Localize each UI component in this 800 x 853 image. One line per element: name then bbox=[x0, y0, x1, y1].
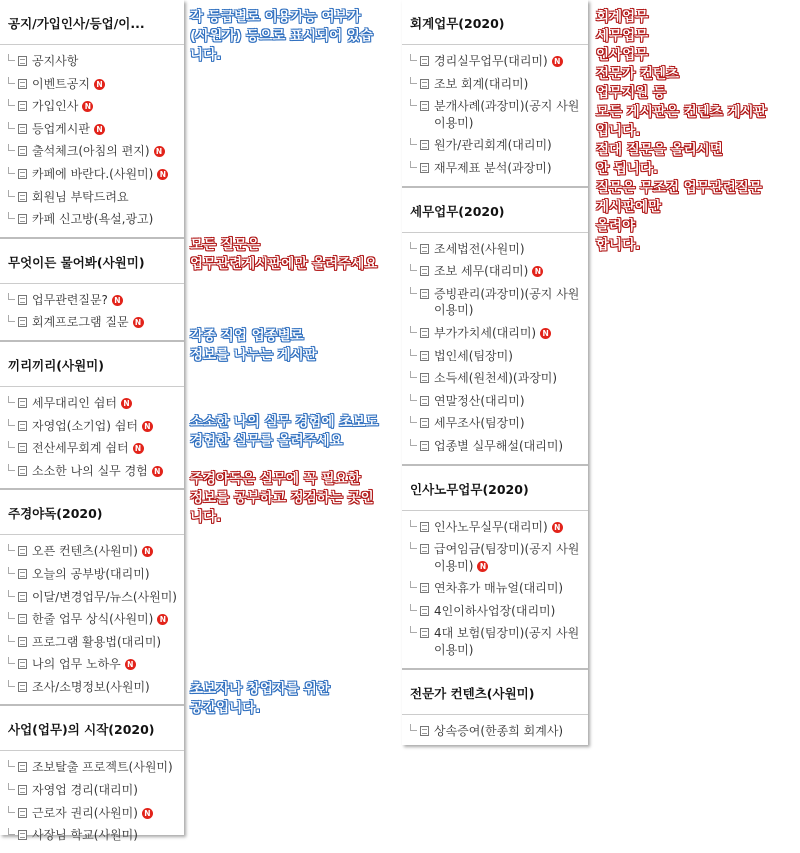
menu-item-label: 부가가치세(대리미) bbox=[434, 325, 537, 340]
menu-list bbox=[0, 535, 184, 704]
annotation-line: 각 등급별로 이용가능 여부가 bbox=[190, 9, 361, 25]
board-document-icon bbox=[18, 124, 27, 134]
menu-item-label: 출석체크(아침의 편지) bbox=[32, 144, 150, 159]
menu-item-label: 법인세(팀장미) bbox=[434, 348, 513, 363]
board-document-icon bbox=[18, 682, 27, 692]
annotation-line: 정보를 나누는 게시판 bbox=[190, 347, 317, 363]
tree-branch-icon bbox=[410, 439, 417, 446]
menu-item-label: 회계프로그램 질문 bbox=[32, 315, 129, 330]
tree-branch-icon bbox=[410, 287, 417, 294]
menu-list bbox=[402, 511, 588, 668]
menu-item[interactable] bbox=[0, 392, 184, 415]
section-title[interactable]: 사업(업무)의 시작(2020) bbox=[0, 706, 184, 751]
menu-item-label: 업종별 실무해설(대리미) bbox=[434, 438, 564, 453]
board-document-icon bbox=[18, 637, 27, 647]
menu-item-label: 분개사례(과장미)(공지 사원 이용미) bbox=[434, 99, 580, 130]
menu-item-label: 이달/변경업무/뉴스(사원미) bbox=[32, 589, 177, 604]
annotation-line: 안 됩니다. bbox=[596, 161, 658, 177]
board-document-icon bbox=[18, 146, 27, 156]
menu-item[interactable] bbox=[402, 238, 588, 261]
board-document-icon bbox=[18, 443, 27, 453]
annotation-line: 인사업무 bbox=[596, 47, 649, 63]
menu-item[interactable] bbox=[402, 157, 588, 180]
annotation-line: 소소한 나의 실무 경험에 초보도 bbox=[190, 414, 379, 430]
menu-item[interactable] bbox=[0, 50, 184, 73]
new-badge: N bbox=[125, 659, 136, 670]
menu-section bbox=[0, 706, 184, 852]
board-document-icon bbox=[420, 56, 429, 66]
menu-section bbox=[0, 0, 184, 239]
board-document-icon bbox=[420, 544, 429, 554]
new-badge: N bbox=[552, 522, 563, 533]
tree-branch-icon bbox=[8, 612, 15, 619]
menu-item-label: 소득세(원천세)(과장미) bbox=[434, 371, 558, 386]
board-document-icon bbox=[420, 726, 429, 736]
menu-section bbox=[0, 239, 184, 342]
menu-item-label: 오픈 컨텐츠(사원미) bbox=[32, 544, 138, 559]
menu-list bbox=[402, 45, 588, 186]
tree-branch-icon bbox=[8, 54, 15, 61]
board-document-icon bbox=[18, 214, 27, 224]
menu-item[interactable] bbox=[0, 140, 184, 163]
tree-branch-icon bbox=[410, 242, 417, 249]
new-badge: N bbox=[142, 808, 153, 819]
section-title[interactable]: 무엇이든 물어봐(사원미) bbox=[0, 239, 184, 284]
menu-item-label: 한줄 업무 상식(사원미) bbox=[32, 612, 154, 627]
menu-item-label: 카페에 바란다.(사원미) bbox=[32, 166, 154, 181]
board-document-icon bbox=[420, 79, 429, 89]
menu-list bbox=[402, 233, 588, 464]
annotation-content-boards bbox=[596, 8, 767, 255]
menu-section bbox=[402, 670, 588, 749]
menu-item-label: 오늘의 공부방(대리미) bbox=[32, 566, 150, 581]
menu-item[interactable] bbox=[402, 95, 588, 134]
tree-branch-icon bbox=[410, 349, 417, 356]
annotation-line: 업무관련게시판에만 올려주세요 bbox=[190, 256, 378, 272]
board-document-icon bbox=[18, 192, 27, 202]
menu-item-label: 세무대리인 쉼터 bbox=[32, 395, 117, 410]
menu-item[interactable] bbox=[0, 186, 184, 209]
new-badge: N bbox=[532, 266, 543, 277]
board-document-icon bbox=[18, 808, 27, 818]
menu-item[interactable] bbox=[0, 802, 184, 825]
annotation-line: 세무업무 bbox=[596, 28, 649, 44]
tree-branch-icon bbox=[8, 635, 15, 642]
annotation-experience-board bbox=[190, 413, 378, 451]
board-document-icon bbox=[18, 169, 27, 179]
tree-branch-icon bbox=[8, 828, 15, 835]
tree-branch-icon bbox=[410, 138, 417, 145]
menu-item[interactable] bbox=[0, 95, 184, 118]
tree-branch-icon bbox=[8, 77, 15, 84]
annotation-line: 입니다. bbox=[596, 123, 641, 139]
new-badge: N bbox=[154, 146, 165, 157]
board-document-icon bbox=[420, 101, 429, 111]
menu-item-label: 급여임금(팀장미)(공지 사원 이용미) bbox=[434, 542, 580, 573]
menu-section bbox=[402, 466, 588, 670]
annotation-line: 게시판에만 bbox=[596, 199, 662, 215]
menu-item-label: 연차휴가 매뉴얼(대리미) bbox=[434, 581, 564, 596]
menu-item[interactable] bbox=[0, 631, 184, 654]
tree-branch-icon bbox=[410, 326, 417, 333]
menu-section bbox=[402, 0, 588, 188]
tree-branch-icon bbox=[410, 416, 417, 423]
tree-branch-icon bbox=[410, 520, 417, 527]
section-title[interactable]: 회계업무(2020) bbox=[402, 0, 588, 45]
tree-branch-icon bbox=[8, 396, 15, 403]
menu-item-label: 회원님 부탁드려요 bbox=[32, 189, 129, 204]
tree-branch-icon bbox=[410, 542, 417, 549]
board-document-icon bbox=[420, 522, 429, 532]
menu-item[interactable] bbox=[0, 118, 184, 141]
tree-branch-icon bbox=[8, 144, 15, 151]
new-badge: N bbox=[94, 124, 105, 135]
board-document-icon bbox=[18, 762, 27, 772]
menu-item-label: 조사/소명정보(사원미) bbox=[32, 679, 150, 694]
tree-branch-icon bbox=[8, 293, 15, 300]
new-badge: N bbox=[152, 466, 163, 477]
annotation-line: 전문가 컨텐츠 bbox=[596, 66, 679, 82]
tree-branch-icon bbox=[410, 371, 417, 378]
board-document-icon bbox=[18, 592, 27, 602]
board-document-icon bbox=[18, 421, 27, 431]
tree-branch-icon bbox=[410, 77, 417, 84]
left-menu-column bbox=[0, 0, 184, 843]
board-document-icon bbox=[420, 289, 429, 299]
annotation-line: (사원가) 등으로 표시되어 있습 bbox=[190, 28, 373, 44]
new-badge: N bbox=[94, 79, 105, 90]
board-document-icon bbox=[420, 418, 429, 428]
new-badge: N bbox=[552, 56, 563, 67]
menu-item-label: 원가/관리회계(대리미) bbox=[434, 138, 552, 153]
menu-item-label: 4인이하사업장(대리미) bbox=[434, 603, 556, 618]
annotation-line: 주경야독은 실무에 꼭 필요한 bbox=[190, 471, 361, 487]
menu-item-label: 프로그램 활용법(대리미) bbox=[32, 634, 162, 649]
menu-item[interactable] bbox=[402, 390, 588, 413]
board-document-icon bbox=[420, 396, 429, 406]
menu-list bbox=[0, 751, 184, 852]
menu-item[interactable] bbox=[402, 600, 588, 623]
menu-section bbox=[0, 490, 184, 706]
tree-branch-icon bbox=[8, 567, 15, 574]
menu-item[interactable] bbox=[402, 367, 588, 390]
menu-item[interactable] bbox=[0, 540, 184, 563]
board-document-icon bbox=[420, 628, 429, 638]
menu-item-label: 이벤트공지 bbox=[32, 76, 90, 91]
menu-item[interactable] bbox=[0, 779, 184, 802]
tree-branch-icon bbox=[410, 724, 417, 731]
menu-item[interactable] bbox=[402, 345, 588, 368]
board-document-icon bbox=[420, 163, 429, 173]
menu-item-label: 조보 회계(대리미) bbox=[434, 76, 529, 91]
menu-section bbox=[0, 342, 184, 490]
menu-item-label: 카페 신고방(욕설,광고) bbox=[32, 212, 154, 227]
tree-branch-icon bbox=[8, 441, 15, 448]
tree-branch-icon bbox=[8, 190, 15, 197]
new-badge: N bbox=[157, 169, 168, 180]
menu-item[interactable] bbox=[0, 73, 184, 96]
board-document-icon bbox=[420, 351, 429, 361]
menu-item[interactable] bbox=[402, 538, 588, 577]
annotation-line: 정보를 공부하고 정검하는 곳인 bbox=[190, 490, 374, 506]
tree-branch-icon bbox=[410, 626, 417, 633]
section-title[interactable]: 전문가 컨텐츠(사원미) bbox=[402, 670, 588, 715]
board-document-icon bbox=[18, 614, 27, 624]
section-title[interactable]: 세무업무(2020) bbox=[402, 188, 588, 233]
tree-branch-icon bbox=[8, 806, 15, 813]
tree-branch-icon bbox=[8, 760, 15, 767]
tree-branch-icon bbox=[410, 264, 417, 271]
menu-item-label: 가입인사 bbox=[32, 99, 79, 114]
menu-item-label: 연말정산(대리미) bbox=[434, 393, 525, 408]
board-document-icon bbox=[420, 441, 429, 451]
menu-item[interactable] bbox=[0, 824, 184, 847]
new-badge: N bbox=[157, 614, 168, 625]
menu-list bbox=[0, 45, 184, 237]
menu-item[interactable] bbox=[402, 50, 588, 73]
board-document-icon bbox=[420, 140, 429, 150]
menu-item-label: 공지사항 bbox=[32, 54, 79, 68]
menu-item[interactable] bbox=[0, 311, 184, 334]
menu-item[interactable] bbox=[402, 260, 588, 283]
board-document-icon bbox=[420, 328, 429, 338]
menu-item-label: 소소한 나의 실무 경험 bbox=[32, 463, 148, 478]
board-document-icon bbox=[18, 546, 27, 556]
menu-list bbox=[0, 387, 184, 488]
menu-item-label: 자영업 경리(대리미) bbox=[32, 783, 138, 798]
menu-section bbox=[402, 188, 588, 466]
annotation-line: 각종 직업 업종별로 bbox=[190, 328, 304, 344]
menu-item[interactable] bbox=[402, 134, 588, 157]
menu-item-label: 업무관련질문? bbox=[32, 292, 108, 307]
new-badge: N bbox=[133, 443, 144, 454]
tree-branch-icon bbox=[8, 99, 15, 106]
board-document-icon bbox=[420, 583, 429, 593]
menu-item[interactable] bbox=[402, 720, 588, 743]
annotation-line: 업무지원 등 bbox=[596, 85, 666, 101]
menu-item-label: 경리실무업무(대리미) bbox=[434, 54, 548, 68]
menu-item-label: 증빙관리(과장미)(공지 사원 이용미) bbox=[434, 286, 580, 318]
annotation-line: 합니다. bbox=[596, 237, 641, 253]
annotation-line: 질문은 무조건 업무관련질문 bbox=[596, 180, 762, 196]
annotation-line: 공간입니다. bbox=[190, 700, 261, 716]
board-document-icon bbox=[18, 659, 27, 669]
menu-item[interactable] bbox=[0, 563, 184, 586]
menu-item-label: 세무조사(팀장미) bbox=[434, 416, 525, 431]
menu-item[interactable] bbox=[402, 516, 588, 539]
menu-item-label: 사장님 학교(사원미) bbox=[32, 828, 138, 843]
annotation-line: 모든 질문은 bbox=[190, 237, 260, 253]
menu-item-label: 상속증여(한종희 회계사) bbox=[434, 723, 564, 738]
section-title[interactable]: 주경야독(2020) bbox=[0, 490, 184, 535]
board-document-icon bbox=[420, 244, 429, 254]
annotation-line: 올려야 bbox=[596, 218, 636, 234]
menu-item-label: 등업게시판 bbox=[32, 121, 90, 136]
menu-item[interactable] bbox=[0, 676, 184, 699]
annotation-line: 경험한 실무를 올려주세요 bbox=[190, 433, 343, 449]
board-document-icon bbox=[420, 606, 429, 616]
board-document-icon bbox=[18, 317, 27, 327]
menu-item[interactable] bbox=[0, 208, 184, 231]
tree-branch-icon bbox=[8, 315, 15, 322]
new-badge: N bbox=[540, 328, 551, 339]
tree-branch-icon bbox=[8, 544, 15, 551]
menu-item-label: 근로자 권리(사원미) bbox=[32, 805, 138, 820]
annotation-industry-board bbox=[190, 327, 317, 365]
middle-menu-column bbox=[402, 0, 588, 745]
tree-branch-icon bbox=[8, 680, 15, 687]
tree-branch-icon bbox=[410, 54, 417, 61]
section-title[interactable]: 공지/가입인사/등업/이... bbox=[0, 0, 184, 45]
menu-item-label: 조세법전(사원미) bbox=[434, 241, 525, 256]
menu-item[interactable] bbox=[402, 577, 588, 600]
tree-branch-icon bbox=[410, 161, 417, 168]
tree-branch-icon bbox=[8, 419, 15, 426]
menu-item[interactable] bbox=[0, 289, 184, 312]
menu-item[interactable] bbox=[0, 163, 184, 186]
board-document-icon bbox=[420, 373, 429, 383]
annotation-line: 니다. bbox=[190, 509, 222, 525]
menu-list bbox=[402, 715, 588, 749]
tree-branch-icon bbox=[410, 99, 417, 106]
menu-item[interactable] bbox=[402, 283, 588, 322]
menu-item[interactable] bbox=[0, 608, 184, 631]
board-document-icon bbox=[18, 101, 27, 111]
board-document-icon bbox=[18, 466, 27, 476]
menu-item[interactable] bbox=[402, 435, 588, 458]
tree-branch-icon bbox=[410, 394, 417, 401]
menu-item-label: 조보탈출 프로젝트(사원미) bbox=[32, 760, 173, 775]
board-document-icon bbox=[18, 56, 27, 66]
annotation-line: 초보자나 창업자를 위한 bbox=[190, 681, 330, 697]
tree-branch-icon bbox=[410, 604, 417, 611]
menu-item-label: 자영업(소기업) 쉼터 bbox=[32, 418, 138, 433]
menu-item[interactable] bbox=[402, 412, 588, 435]
new-badge: N bbox=[142, 546, 153, 557]
new-badge: N bbox=[477, 561, 488, 572]
menu-item[interactable] bbox=[402, 622, 588, 661]
new-badge: N bbox=[133, 317, 144, 328]
tree-branch-icon bbox=[8, 657, 15, 664]
menu-item-label: 4대 보험(팀장미)(공지 사원 이용미) bbox=[434, 626, 580, 658]
menu-item-label: 전산세무회계 쉼터 bbox=[32, 441, 129, 456]
section-title[interactable]: 인사노무업무(2020) bbox=[402, 466, 588, 511]
board-document-icon bbox=[18, 785, 27, 795]
menu-item[interactable] bbox=[0, 437, 184, 460]
annotation-startup-board bbox=[190, 680, 330, 718]
annotation-line: 모든 게시판은 컨텐츠 게시판 bbox=[596, 104, 767, 120]
menu-item[interactable] bbox=[0, 415, 184, 438]
menu-item-label: 재무제표 분석(과장미) bbox=[434, 160, 552, 175]
menu-item[interactable] bbox=[402, 73, 588, 96]
menu-item[interactable] bbox=[0, 756, 184, 779]
menu-item[interactable] bbox=[0, 653, 184, 676]
menu-item[interactable] bbox=[402, 322, 588, 345]
tree-branch-icon bbox=[8, 122, 15, 129]
annotation-study-board bbox=[190, 470, 374, 527]
new-badge: N bbox=[112, 295, 123, 306]
menu-list bbox=[0, 284, 184, 340]
board-document-icon bbox=[18, 398, 27, 408]
annotation-line: 회계업무 bbox=[596, 9, 649, 25]
new-badge: N bbox=[121, 398, 132, 409]
annotation-question-board bbox=[190, 236, 377, 274]
menu-item-label: 나의 업무 노하우 bbox=[32, 657, 121, 672]
menu-item[interactable] bbox=[0, 586, 184, 609]
new-badge: N bbox=[142, 421, 153, 432]
tree-branch-icon bbox=[8, 783, 15, 790]
board-document-icon bbox=[420, 266, 429, 276]
board-document-icon bbox=[18, 295, 27, 305]
tree-branch-icon bbox=[8, 167, 15, 174]
section-title[interactable]: 끼리끼리(사원미) bbox=[0, 342, 184, 387]
tree-branch-icon bbox=[8, 464, 15, 471]
annotation-line: 니다. bbox=[190, 47, 222, 63]
tree-branch-icon bbox=[410, 581, 417, 588]
menu-item[interactable] bbox=[0, 460, 184, 483]
annotation-line: 절대 질문을 올리시면 bbox=[596, 142, 723, 158]
tree-branch-icon bbox=[8, 212, 15, 219]
tree-branch-icon bbox=[8, 590, 15, 597]
menu-item-label: 인사노무실무(대리미) bbox=[434, 519, 548, 534]
board-document-icon bbox=[18, 79, 27, 89]
annotation-grade-notice bbox=[190, 8, 373, 65]
board-document-icon bbox=[18, 569, 27, 579]
new-badge: N bbox=[82, 101, 93, 112]
menu-item-label: 조보 세무(대리미) bbox=[434, 264, 529, 279]
